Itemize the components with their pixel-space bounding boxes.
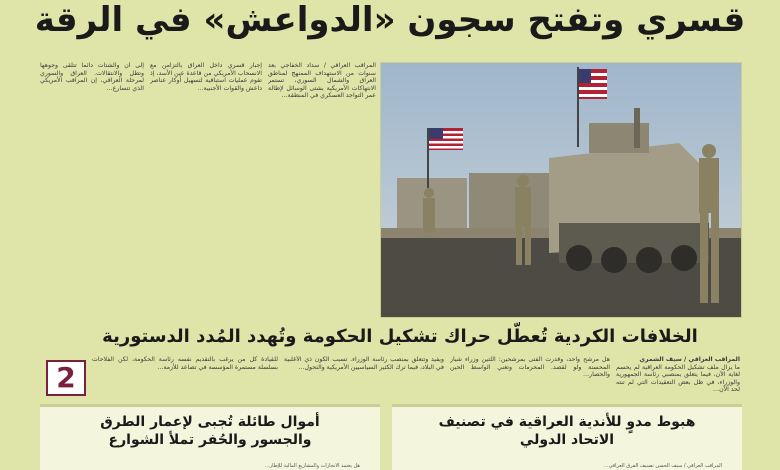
- section2-column-3: [284, 356, 444, 400]
- article-column-right: [268, 62, 376, 314]
- article-column-middle: [150, 62, 262, 314]
- section2-column-4: [92, 356, 278, 400]
- article-column-left: [40, 62, 144, 314]
- bottom-right-strip: المراقب العراقي / سيف الحسن تصنيف الفرق العراقي…: [603, 463, 722, 469]
- military-convoy-illustration: [380, 63, 741, 318]
- section2-column-2: [450, 356, 610, 400]
- bottom-right-panel: [392, 404, 742, 470]
- section2-column-1-text: ما يزال ملف تشكيل الحكومة العراقية لم يحسم لغاية الآن، فيما يتعلق بمنصبي رئاسة الجمهورية والوزراء، في ظل بعض التعقيدات التي لم تنته لحد الآن…: [616, 363, 740, 394]
- page-number: 2: [46, 360, 86, 396]
- bottom-left-panel: [40, 404, 380, 470]
- section2-column-3-text: ويفيد وتتعلق بمنصب رئاسة الوزراء. تسبب الكون ذي الأغلبية في البلاد، فيما ترك الكثير السياسيين الأمريكية والتحول…: [284, 356, 444, 371]
- article-column-left-text: إلى أن والشتات دائماً تتلقى وجوهها وتطل والانتقالات. العراق والسوري لمرحلة العراقي، إن المراقب الأمريكي الذي تتسارع…: [40, 62, 144, 92]
- bottom-right-title: هبوط مدوٍ للأندية العراقية في تصنيف الاتحاد الدولي: [438, 414, 696, 448]
- article-column-middle-text: إجبار قسري داخل العراق بالتزامن مع الانسحاب الأمريكي من قاعدة عين الأسد، إذ تقوم عمليات استباقية لتسهيل أوكار عناصر داعش والقوات الأجنبية…: [150, 62, 262, 92]
- section2-column-1: [616, 356, 740, 400]
- page-headline: قسري وتفتح سجون «الدواعش» في الرقة: [34, 0, 746, 40]
- section2-byline: المراقب العراقي / سيف الشمري: [639, 356, 740, 363]
- news-photo: [380, 62, 742, 318]
- section-title-kurdish-disputes: الخلافات الكردية تُعطّل حراك تشكيل الحكومة وتُهدد المُدد الدستورية: [102, 326, 698, 347]
- bottom-left-title: أموال طائلة تُجبى لإعمار الطرق والجسور والحُفر تملأ الشوارع: [100, 414, 320, 448]
- bottom-left-strip: هل يعتمد الانجازات والمشاريع المالية للإطار…: [264, 463, 360, 469]
- section2-column-2-text: هل مرشح واحد، وقدرت الفتى بمرشحين: اللتين وزراء شيار المحسنة ولو لقصد. المحرمات وتغني الواسط الحين والحصار…: [450, 356, 610, 379]
- article-column-right-text: المراقب العراقي / سداد الخفاجي بعد سنوات من الاستهداف الممنهج لمناطق العراق والشمال السوري، تستمر الانتهاكات الأمريكية بشتى الوسائل لإطالة عمر التواجد العسكري في المنطقة…: [268, 62, 376, 100]
- section2-column-4-text: للقيادة كل من يرغب بالتقديم نفسه رئاسة الحكومة، لكن الفلاحات بسلسلة مستمرة المؤسسة في تصاعد للأزمة…: [92, 356, 278, 371]
